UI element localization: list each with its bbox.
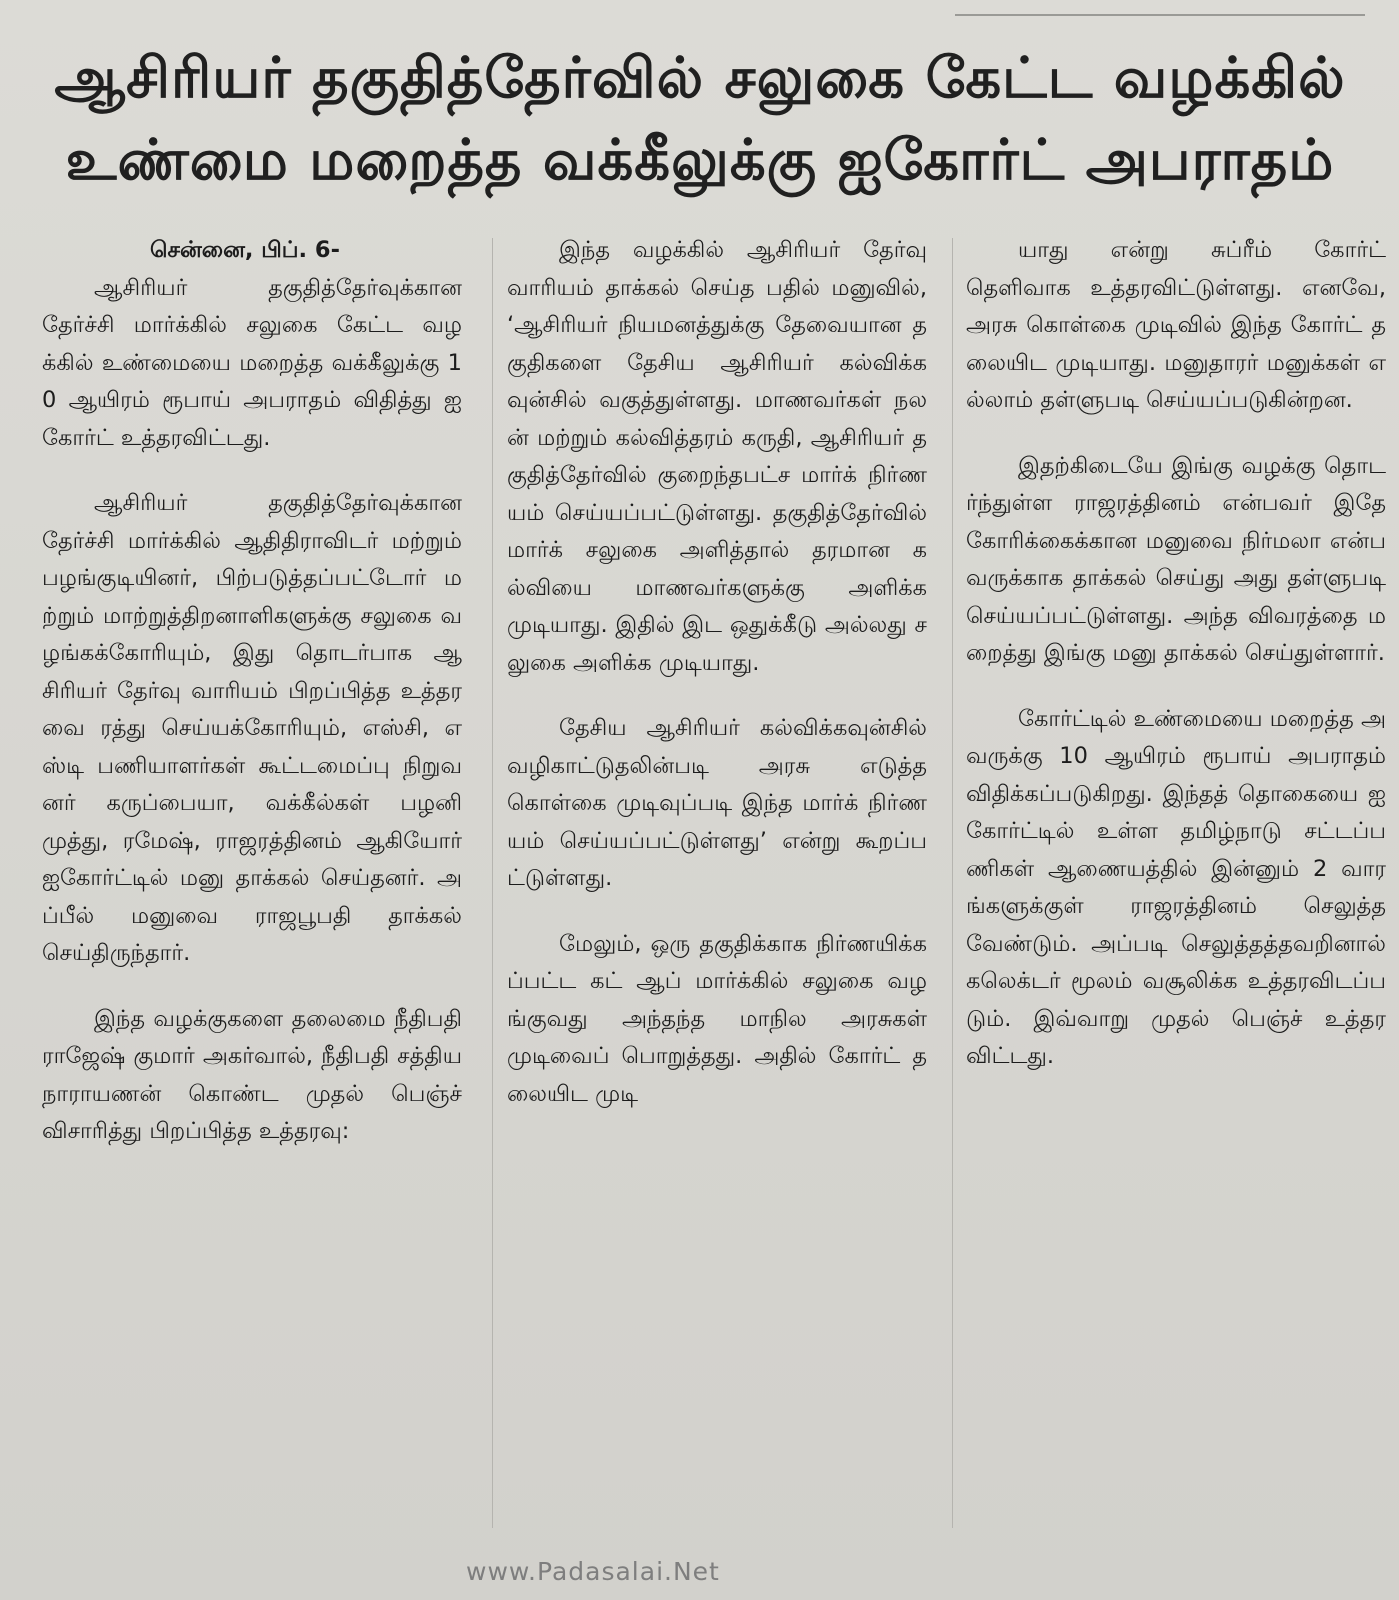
headline-line-1: ஆசிரியர் தகுதித்தேர்வில் சலுகை கேட்ட வழக்கில் [54,46,1346,111]
paragraph: ஆசிரியர் தகுதித்தேர்வுக்கான தேர்ச்சி மார்க்கில் சலுகை கேட்ட வழக்கில் உண்மையை மறைத்த வக்கீலுக்கு 10 ஆயிரம் ரூபாய் அபராதம் விதித்து ஐகோர்ட் உத்தரவிட்டது. [42,274,462,451]
paragraph: யாது என்று சுப்ரீம் கோர்ட் தெளிவாக உத்தரவிட்டுள்ளது. எனவே, அரசு கொள்கை முடிவில் இந்த கோர்ட் தலையிட முடியாது. மனுதாரர் மனுக்கள் எல்லாம் தள்ளுபடி செய்யப்படுகின்றன. [966,237,1386,413]
paragraph: தேசிய ஆசிரியர் கல்விக்கவுன்சில் வழிகாட்டுதலின்படி அரசு எடுத்த கொள்கை முடிவுப்படி இந்த மார்க் நிர்ணயம் செய்யப்பட்டுள்ளது’ என்று கூறப்பட்டுள்ளது. [507,715,927,891]
paragraph: இந்த வழக்கில் ஆசிரியர் தேர்வு வாரியம் தாக்கல் செய்த பதில் மனுவில், ‘ஆசிரியர் நியமனத்துக்கு தேவையான தகுதிகளை தேசிய ஆசிரியர் கல்விக்கவுன்சில் வகுத்துள்ளது. மாணவர்கள் நலன் மற்றும் கல்வித்தரம் கருதி, ஆசிரியர் தகுதித்தேர்வில் குறைந்தபட்ச மார்க் நிர்ணயம் செய்யப்பட்டுள்ளது. தகுதித்தேர்வில் மார்க் சலுகை அளித்தால் தரமான கல்வியை மாணவர்களுக்கு அளிக்க முடியாது. இதில் இட ஒதுக்கீடு அல்லது சலுகை அளிக்க முடியாது. [507,237,927,676]
paragraph: ஆசிரியர் தகுதித்தேர்வுக்கான தேர்ச்சி மார்க்கில் ஆதிதிராவிடர் மற்றும் பழங்குடியினர், பிற்படுத்தப்பட்டோர் மற்றும் மாற்றுத்திறனாளிகளுக்கு சலுகை வழங்கக்கோரியும், இது தொடர்பாக ஆசிரியர் தேர்வு வாரியம் பிறப்பித்த உத்தரவை ரத்து செய்யக்கோரியும், எஸ்சி, எஸ்டி பணியாளர்கள் கூட்டமைப்பு நிறுவனர் கருப்பையா, வக்கீல்கள் பழனி முத்து, ரமேஷ், ராஜரத்தினம் ஆகியோர் ஐகோர்ட்டில் மனு தாக்கல் செய்தனர். அப்பீல் மனுவை ராஜபூபதி தாக்கல் செய்திருந்தார். [42,490,462,966]
article-body [42,232,1386,1552]
dateline: சென்னை, பிப். 6- [150,237,340,263]
article-column-3 [966,232,1386,1552]
top-divider-line [955,14,1365,16]
headline-line-2: உண்மை மறைத்த வக்கீலுக்கு ஐகோர்ட் அபராதம் [65,128,1335,193]
paragraph: இதற்கிடையே இங்கு வழக்கு தொடர்ந்துள்ள ராஜரத்தினம் என்பவர் இதே கோரிக்கைக்கான மனுவை நிர்மலா என்பவருக்காக தாக்கல் செய்து அது தள்ளுபடி செய்யப்பட்டுள்ளது. அந்த விவரத்தை மறைத்து இங்கு மனு தாக்கல் செய்துள்ளார். [966,452,1386,666]
article-column-1 [42,232,462,1552]
column-divider [952,238,953,1528]
watermark: www.Padasalai.Net [466,1557,720,1586]
column-divider [492,238,493,1528]
headline [30,38,1370,202]
paragraph: இந்த வழக்குகளை தலைமை நீதிபதி ராஜேஷ் குமார் அகர்வால், நீதிபதி சத்தியநாராயணன் கொண்ட முதல் பெஞ்ச் விசாரித்து பிறப்பித்த உத்தரவு: [42,1005,462,1144]
paragraph: மேலும், ஒரு தகுதிக்காக நிர்ணயிக்கப்பட்ட கட் ஆப் மார்க்கில் சலுகை வழங்குவது அந்தந்த மாநில அரசுகள் முடிவைப் பொறுத்தது. அதில் கோர்ட் தலையிட முடி [507,930,927,1107]
paragraph: கோர்ட்டில் உண்மையை மறைத்த அவருக்கு 10 ஆயிரம் ரூபாய் அபராதம் விதிக்கப்படுகிறது. இந்தத் தொகையை ஐகோர்ட்டில் உள்ள தமிழ்நாடு சட்டப்பணிகள் ஆணையத்தில் இன்னும் 2 வாரங்களுக்குள் ராஜரத்தினம் செலுத்த வேண்டும். அப்படி செலுத்தத்தவறினால் கலெக்டர் மூலம் வசூலிக்க உத்தரவிடப்படும். இவ்வாறு முதல் பெஞ்ச் உத்தரவிட்டது. [966,705,1386,1069]
article-column-2 [507,232,927,1552]
